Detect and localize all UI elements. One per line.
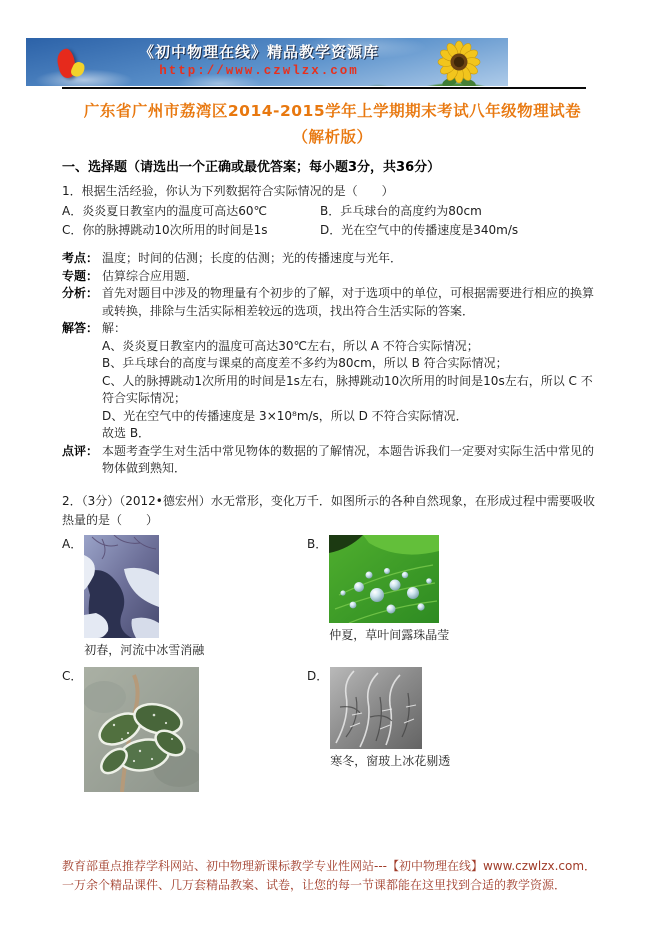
dew-on-leaf-photo	[329, 535, 439, 623]
row-text: 温度；时间的估测；长度的估测；光的传播速度与光年．	[102, 251, 403, 265]
row-label: 考点：	[62, 251, 99, 265]
window-frost-photo	[330, 667, 422, 749]
q1-analysis	[62, 250, 603, 478]
q2-option-c	[62, 667, 307, 796]
row-text: 估算综合应用题．	[102, 268, 199, 283]
q1-option-a	[62, 202, 320, 221]
answer-line: A、炎炎夏日教室内的温度可高达30℃左右，所以 A 不符合实际情况；	[102, 338, 479, 353]
site-banner	[26, 38, 508, 86]
site-name: 《初中物理在线》精品教学资源库	[138, 43, 379, 61]
option-label: A．	[62, 536, 83, 551]
header-divider	[62, 87, 586, 89]
q2-image-row-2	[62, 667, 603, 796]
q1-option-c	[62, 221, 320, 240]
photo-caption: 初春，河流中冰雪消融	[84, 642, 205, 657]
footer-promo-text: 教育部重点推荐学科网站、初中物理新课标教学专业性网站---【初中物理在线】www.czwlzx.com．一万余个精品课件、几万套精品教案、试卷，让您的每一节课都能在这里找到合适的教学资源．	[62, 859, 597, 892]
q1-option-d	[320, 221, 603, 240]
option-label: C．	[62, 668, 83, 683]
frosted-leaves-photo	[84, 667, 199, 792]
q2-option-b	[307, 535, 449, 643]
answer-line: D、光在空气中的传播速度是 3×10⁸m/s，所以 D 不符合实际情况．	[102, 408, 468, 423]
option-label: C．	[62, 223, 83, 237]
q1-options	[62, 202, 603, 240]
analysis-row-jieda	[62, 320, 603, 443]
option-text: 乒乓球台的高度约为80cm	[340, 204, 482, 218]
banner-text	[96, 41, 422, 78]
answer-line: 解：	[102, 321, 127, 335]
answer-line: B、乒乓球台的高度与课桌的高度差不多约为80cm，所以 B 符合实际情况；	[102, 356, 508, 370]
icy-river-photo	[84, 535, 159, 638]
q2-stem: 2．（3分）（2012•德宏州）水无常形，变化万千．如图所示的各种自然现象，在形成过程中需要吸收热量的是（ ）	[62, 493, 595, 527]
q1-option-b	[320, 202, 603, 221]
answer-line: C、人的脉搏跳动1次所用的时间是1s左右，脉搏跳动10次所用的时间是10s左右，所以 C 不符合实际情况；	[102, 373, 593, 405]
sunflower-icon	[436, 40, 482, 86]
option-text: 光在空气中的传播速度是340m/s	[341, 223, 519, 237]
row-label: 分析：	[62, 286, 99, 300]
row-label: 点评：	[62, 443, 99, 458]
q1-stem: 1．根据生活经验，你认为下列数据符合实际情况的是（ ）	[62, 184, 394, 198]
row-label: 专题：	[62, 268, 99, 283]
photo-caption: 仲夏，草叶间露珠晶莹	[329, 627, 450, 642]
q2-option-d	[307, 667, 450, 769]
site-url-link[interactable]: http://www.czwlzx.com	[159, 64, 359, 78]
analysis-row-fenxi	[62, 285, 603, 320]
row-text: 本题考查学生对生活中常见物体的数据的了解情况，本题告诉我们一定要对实际生活中常见的物体做到熟知．	[102, 443, 595, 475]
option-text: 你的脉搏跳动10次所用的时间是1s	[82, 223, 268, 237]
q2-image-row-1	[62, 535, 603, 658]
site-logo-icon	[56, 47, 90, 81]
analysis-row-dianping	[62, 443, 603, 478]
option-label: B．	[307, 536, 328, 551]
q2-option-a	[62, 535, 307, 658]
grass-icon	[358, 79, 398, 86]
section-heading: 一、选择题（请选出一个正确或最优答案；每小题3分，共36分）	[62, 160, 441, 175]
row-text: 首先对题目中涉及的物理量有个初步的了解，对于选项中的单位，可根据需要进行相应的换算或转换，排除与生活实际相差较远的选项，找出符合生活实际的答案．	[102, 286, 595, 318]
photo-caption: 寒冬，窗玻上冰花剔透	[330, 753, 451, 768]
option-label: D．	[320, 223, 342, 237]
document-body	[0, 87, 661, 796]
option-label: B．	[320, 204, 341, 218]
option-text: 炎炎夏日教室内的温度可高达60℃	[82, 204, 267, 218]
answer-line: 故选 B．	[102, 426, 151, 440]
option-label: D．	[307, 668, 329, 683]
row-label: 解答：	[62, 321, 99, 335]
option-label: A．	[62, 204, 83, 218]
page-title: 广东省广州市荔湾区2014-2015学年上学期期末考试八年级物理试卷（解析版）	[83, 102, 582, 146]
analysis-row-zhuanti	[62, 268, 603, 286]
analysis-row-kaodian	[62, 250, 603, 268]
answer-lines	[102, 320, 603, 443]
